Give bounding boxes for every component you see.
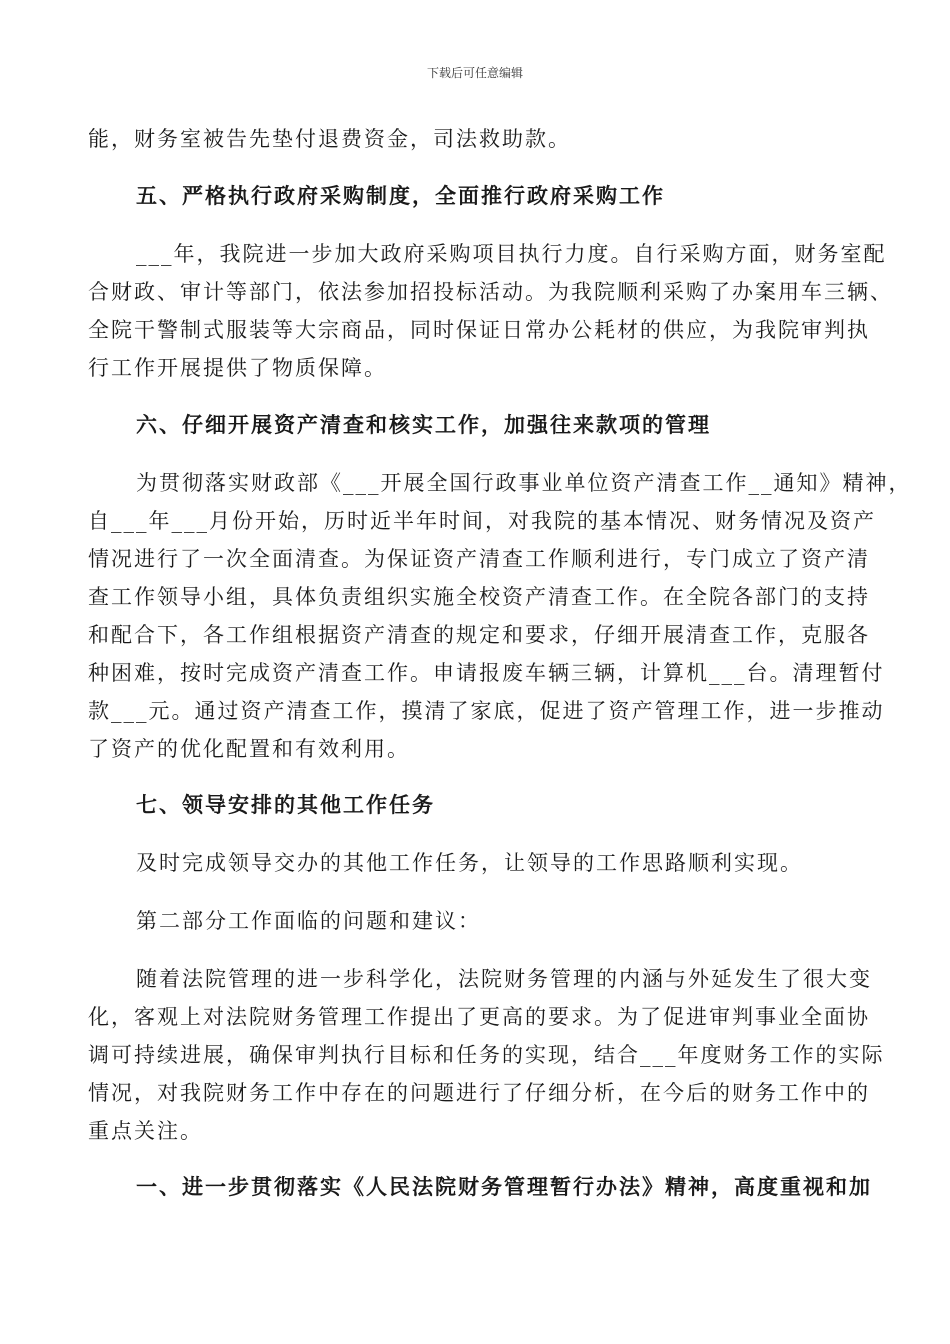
heading-text: 七、领导安排的其他工作任务 (136, 792, 435, 817)
paragraph-part-two-title (88, 902, 878, 940)
section-heading-1 (136, 1168, 926, 1206)
text-line: 款___元。通过资产清查工作，摸清了家底，促进了资产管理工作，进一步推动 (88, 699, 885, 723)
page-header: 下载后可任意编辑 (426, 66, 523, 80)
text-line: 行工作开展提供了物质保障。 (88, 356, 387, 380)
paragraph-other-tasks (88, 844, 878, 882)
text-line: 合财政、审计等部门，依法参加招投标活动。为我院顺利采购了办案用车三辆、 (88, 280, 893, 304)
text-line: 重点关注。 (88, 1119, 203, 1143)
text-line: 情况进行了一次全面清查。为保证资产清查工作顺利进行，专门成立了资产清 (88, 547, 870, 571)
text-line: 自___年___月份开始，历时近半年时间，对我院的基本情况、财务情况及资产 (88, 509, 876, 533)
text-line: 了资产的优化配置和有效利用。 (88, 737, 410, 761)
text-line: 全院干警制式服装等大宗商品，同时保证日常办公耗材的供应，为我院审判执 (88, 318, 870, 342)
text-line: 和配合下，各工作组根据资产清查的规定和要求，仔细开展清查工作，克服各 (88, 623, 870, 647)
text-line: ___年，我院进一步加大政府采购项目执行力度。自行采购方面，财务室配 (136, 242, 887, 266)
text-line: 能，财务室被告先垫付退费资金，司法救助款。 (88, 127, 571, 151)
text-line: 查工作领导小组，具体负责组织实施全校资产清查工作。在全院各部门的支持 (88, 585, 870, 609)
paragraph-issues (88, 960, 885, 1150)
paragraph-asset-audit (88, 464, 912, 768)
section-heading-5 (136, 177, 926, 215)
text-line: 种困难，按时完成资产清查工作。申请报废车辆三辆，计算机___台。清理暂付 (88, 661, 885, 685)
heading-text: 一、进一步贯彻落实《人民法院财务管理暂行办法》精神，高度重视和加 (136, 1174, 872, 1199)
section-heading-7 (136, 786, 926, 824)
text-line: 及时完成领导交办的其他工作任务，让领导的工作思路顺利实现。 (136, 851, 803, 875)
text-line: 为贯彻落实财政部《___开展全国行政事业单位资产清查工作__通知》精神， (136, 471, 912, 495)
text-line: 化，客观上对法院财务管理工作提出了更高的要求。为了促进审判事业全面协 (88, 1005, 870, 1029)
text-line: 第二部分工作面临的问题和建议： (136, 909, 481, 933)
text-line: 情况，对我院财务工作中存在的问题进行了仔细分析，在今后的财务工作中的 (88, 1081, 870, 1105)
text-line: 随着法院管理的进一步科学化，法院财务管理的内涵与外延发生了很大变 (136, 967, 872, 991)
paragraph-continuation (88, 120, 878, 158)
text-line: 调可持续进展，确保审判执行目标和任务的实现，结合___年度财务工作的实际 (88, 1043, 885, 1067)
heading-text: 六、仔细开展资产清查和核实工作，加强往来款项的管理 (136, 412, 711, 437)
heading-text: 五、严格执行政府采购制度，全面推行政府采购工作 (136, 183, 665, 208)
section-heading-6 (136, 406, 926, 444)
paragraph-procurement (88, 235, 893, 387)
